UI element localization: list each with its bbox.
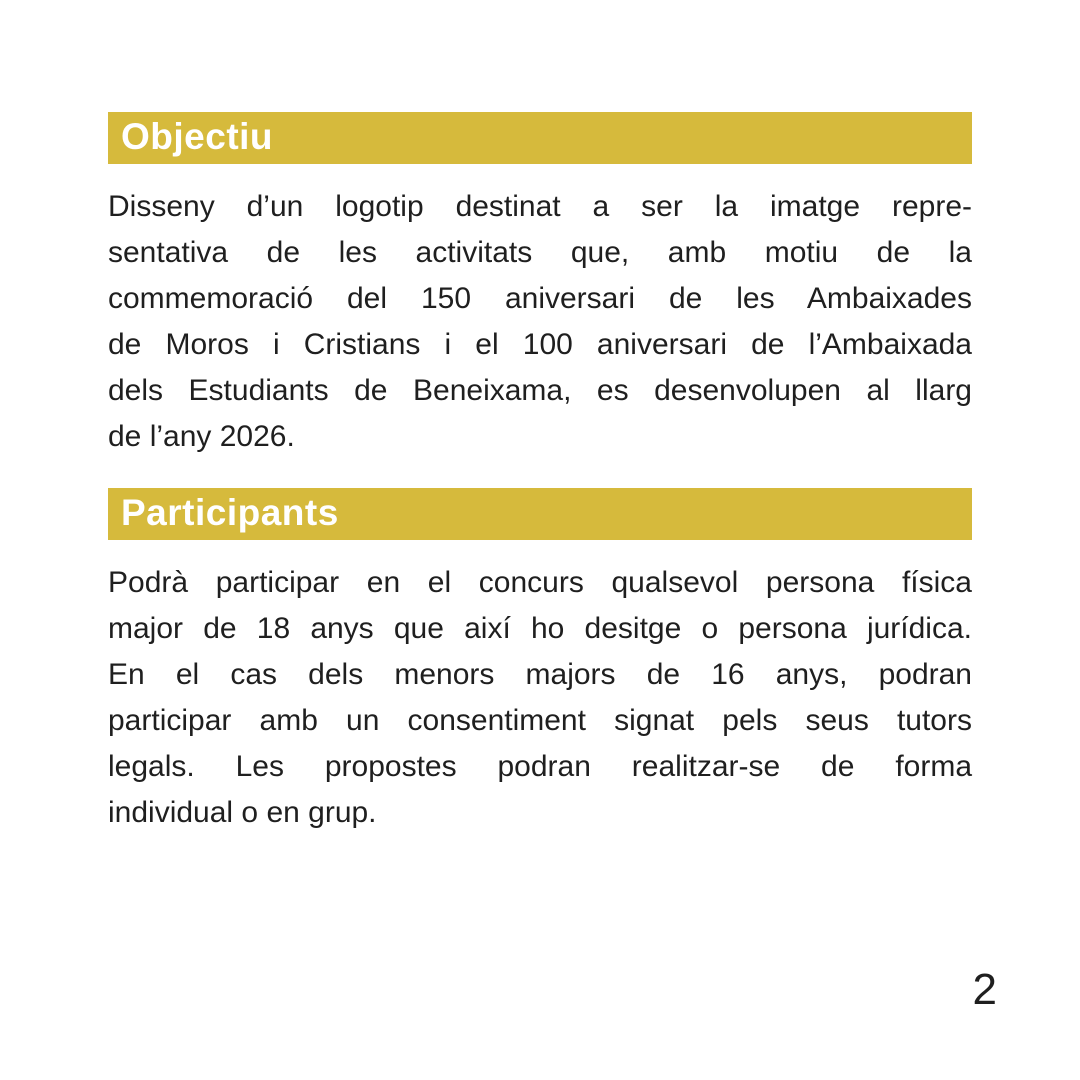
text-line: de l’any 2026. xyxy=(108,420,295,453)
text-line: Disseny d’un logotip destinat a ser la imatge repre- xyxy=(108,190,972,223)
section-body-participants xyxy=(108,560,972,836)
text-line: sentativa de les activitats que, amb motiu de la xyxy=(108,236,972,269)
text-line: individual o en grup. xyxy=(108,796,377,829)
page-number: 2 xyxy=(972,965,997,1014)
text-line: participar amb un consentiment signat pels seus tutors xyxy=(108,704,972,737)
text-line: legals. Les propostes podran realitzar-se de forma xyxy=(108,750,972,783)
text-line: Podrà participar en el concurs qualsevol persona física xyxy=(108,566,972,599)
text-line: de Moros i Cristians i el 100 aniversari de l’Ambaixada xyxy=(108,328,972,361)
section-title-participants: Participants xyxy=(121,492,339,533)
text-line: commemoració del 150 aniversari de les Ambaixades xyxy=(108,282,972,315)
section-body-objectiu xyxy=(108,184,972,460)
text-line: dels Estudiants de Beneixama, es desenvolupen al llarg xyxy=(108,374,972,407)
text-line: En el cas dels menors majors de 16 anys, podran xyxy=(108,658,972,691)
text-line: major de 18 anys que així ho desitge o persona jurídica. xyxy=(108,612,972,645)
section-title-objectiu: Objectiu xyxy=(121,116,274,157)
section-header-bar-participants xyxy=(108,488,972,540)
section-header-bar-objectiu xyxy=(108,112,972,164)
